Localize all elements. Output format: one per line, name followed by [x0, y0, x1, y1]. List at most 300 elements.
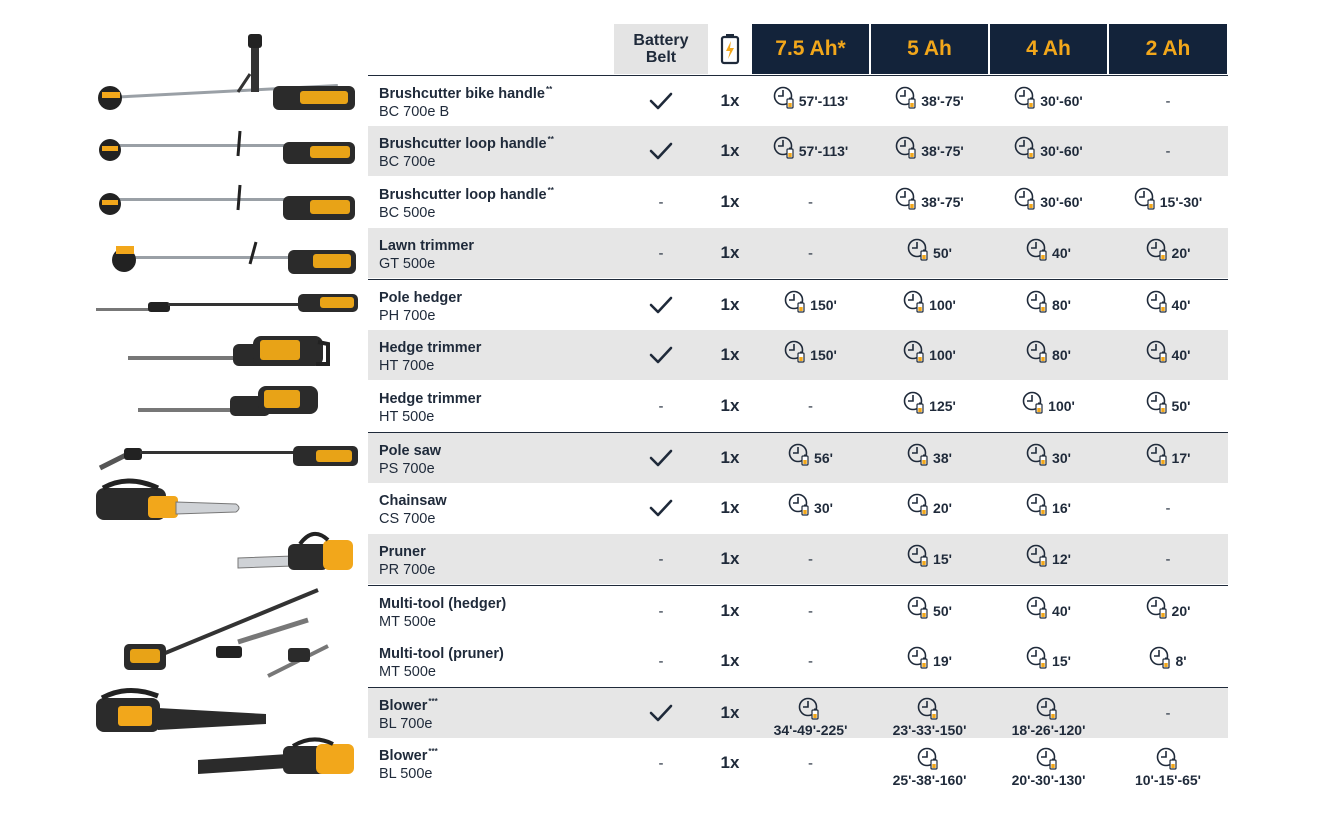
checkmark-icon — [649, 498, 673, 518]
clock-battery-icon — [907, 238, 931, 262]
runtime-cell — [1109, 688, 1227, 738]
clock-battery-icon — [1026, 340, 1050, 364]
clock-battery-icon — [1014, 136, 1038, 160]
dash: - — [658, 244, 664, 262]
battery-count-header — [709, 24, 751, 74]
dash: - — [1165, 499, 1171, 517]
product-footnote-mark: ** — [545, 85, 553, 94]
table-row — [368, 738, 1228, 788]
product-name: Hedge trimmer — [379, 391, 482, 407]
runtime-cell — [752, 433, 869, 483]
runtime-cell — [1109, 228, 1227, 278]
lawn-trimmer-picture — [88, 234, 363, 278]
clock-battery-icon — [1026, 493, 1050, 517]
product-model: GT 500e — [379, 256, 436, 272]
runtime-text: 57'-113' — [798, 143, 849, 159]
battery-belt-cell — [614, 738, 708, 788]
chainsaw-picture — [88, 474, 363, 526]
battery-belt-cell — [614, 126, 708, 176]
runtime-text: 38'-75' — [921, 93, 964, 109]
runtime-value — [907, 652, 952, 670]
runtime-text: 100' — [929, 297, 956, 313]
runtime-text: 30'-60' — [1040, 143, 1083, 159]
runtime-value — [1026, 602, 1071, 620]
runtime-value — [1146, 397, 1191, 415]
product-model: PR 700e — [379, 562, 436, 578]
runtime-value — [895, 142, 963, 160]
runtime-cell — [752, 586, 869, 636]
runtime-text: 20'-30'-130' — [1011, 771, 1086, 788]
clock-battery-icon — [917, 697, 941, 721]
clock-battery-icon — [907, 596, 931, 620]
runtime-value — [893, 747, 967, 788]
battery-count-cell: 1x — [720, 295, 740, 314]
runtime-cell — [752, 381, 869, 431]
runtime-text: 20' — [1171, 245, 1191, 261]
checkmark-icon — [649, 295, 673, 315]
runtime-text: 20' — [1171, 603, 1191, 619]
runtime-cell — [990, 534, 1107, 584]
runtime-text: 23'-33'-150' — [892, 721, 967, 738]
runtime-text: 50' — [933, 603, 952, 619]
battery-belt-cell — [614, 688, 708, 738]
clock-battery-icon — [1026, 646, 1050, 670]
runtime-cell — [871, 330, 988, 380]
hedge-trimmer-500-picture — [88, 382, 363, 424]
runtime-value — [907, 602, 952, 620]
runtime-cell — [752, 76, 869, 126]
dash: - — [1165, 550, 1171, 568]
runtime-text: 50' — [933, 245, 952, 261]
capacity-header-7-5ah: 7.5 Ah* — [752, 24, 869, 74]
runtime-value — [907, 499, 952, 517]
battery-count-cell: 1x — [720, 141, 740, 160]
runtime-text: 16' — [1052, 500, 1071, 516]
runtime-value — [1146, 346, 1191, 364]
runtime-text: 30'-60' — [1040, 93, 1083, 109]
table-row — [368, 126, 1228, 176]
dash: - — [658, 754, 664, 772]
runtime-cell — [990, 636, 1107, 686]
runtime-value — [907, 244, 952, 262]
battery-belt-cell — [614, 330, 708, 380]
dash: - — [658, 397, 664, 415]
product-model: BC 700e — [379, 154, 436, 170]
runtime-cell — [990, 228, 1107, 278]
battery-belt-cell — [614, 228, 708, 278]
battery-belt-cell — [614, 534, 708, 584]
clock-battery-icon — [788, 443, 812, 467]
runtime-text: 15' — [933, 551, 952, 567]
table-row — [368, 228, 1228, 278]
clock-battery-icon — [784, 340, 808, 364]
runtime-value — [1012, 697, 1086, 738]
runtime-value — [1014, 92, 1082, 110]
runtime-cell — [752, 688, 869, 742]
product-model: PS 700e — [379, 461, 435, 477]
runtime-text: 125' — [929, 398, 956, 414]
clock-battery-icon — [1146, 596, 1170, 620]
battery-count-cell: 1x — [720, 192, 740, 211]
runtime-cell — [990, 76, 1107, 126]
table-row — [368, 636, 1228, 686]
battery-belt-cell — [614, 433, 708, 483]
clock-battery-icon — [895, 187, 919, 211]
battery-belt-cell — [614, 483, 708, 533]
clock-battery-icon — [1146, 290, 1170, 314]
runtime-cell — [1109, 586, 1227, 636]
runtime-cell — [990, 381, 1107, 431]
runtime-cell — [990, 280, 1107, 330]
clock-battery-icon — [1149, 646, 1173, 670]
table-row — [368, 534, 1228, 584]
runtime-cell — [752, 330, 869, 380]
clock-battery-icon — [903, 340, 927, 364]
checkmark-icon — [649, 345, 673, 365]
runtime-value — [1026, 499, 1071, 517]
runtime-cell — [871, 688, 988, 742]
checkmark-icon — [649, 91, 673, 111]
runtime-value — [784, 346, 837, 364]
pruner-picture — [88, 522, 363, 578]
battery-belt-cell — [614, 177, 708, 227]
clock-battery-icon — [1014, 187, 1038, 211]
clock-battery-icon — [1134, 187, 1158, 211]
battery-count-cell: 1x — [720, 448, 740, 467]
runtime-cell — [871, 483, 988, 533]
runtime-value — [893, 697, 967, 738]
runtime-cell — [871, 738, 988, 792]
runtime-cell — [871, 433, 988, 483]
runtime-cell — [1109, 433, 1227, 483]
runtime-cell — [871, 636, 988, 686]
runtime-text: 20' — [933, 500, 952, 516]
battery-belt-cell — [614, 381, 708, 431]
runtime-value — [1146, 244, 1191, 262]
table-row — [368, 432, 1228, 483]
runtime-cell — [1109, 483, 1227, 533]
product-name: Multi-tool (pruner) — [379, 646, 504, 662]
runtime-value — [903, 397, 956, 415]
runtime-text: 8' — [1175, 653, 1187, 669]
battery-count-cell: 1x — [720, 243, 740, 262]
dash: - — [658, 602, 664, 620]
runtime-value — [788, 499, 833, 517]
runtime-cell — [752, 534, 869, 584]
runtime-cell — [752, 483, 869, 533]
runtime-cell — [752, 228, 869, 278]
runtime-cell — [871, 177, 988, 227]
battery-belt-header — [614, 24, 708, 74]
clock-battery-icon — [1156, 747, 1180, 771]
runtime-cell — [990, 688, 1107, 742]
clock-battery-icon — [798, 697, 822, 721]
runtime-value — [1026, 244, 1071, 262]
clock-battery-icon — [903, 290, 927, 314]
runtime-text: 19' — [933, 653, 952, 669]
blower-700-picture — [88, 686, 363, 738]
product-name: Chainsaw — [379, 493, 447, 509]
product-name: Pruner — [379, 544, 426, 560]
table-row — [368, 483, 1228, 533]
product-model: BL 500e — [379, 766, 433, 782]
runtime-cell — [1109, 534, 1227, 584]
product-name: Pole hedger — [379, 290, 462, 306]
clock-battery-icon — [895, 136, 919, 160]
table-row — [368, 330, 1228, 380]
runtime-text: 15' — [1052, 653, 1071, 669]
product-name: Pole saw — [379, 443, 442, 459]
runtime-text: 38'-75' — [921, 143, 964, 159]
brushcutter-bike-handle-picture — [88, 30, 363, 122]
dash: - — [808, 193, 813, 211]
runtime-value — [1026, 449, 1071, 467]
table-row — [368, 687, 1228, 738]
runtime-cell — [990, 126, 1107, 176]
runtime-value — [1135, 747, 1201, 788]
runtime-value — [903, 346, 956, 364]
product-name: Brushcutter loop handle** — [379, 186, 554, 203]
runtime-cell — [752, 280, 869, 330]
checkmark-icon — [649, 141, 673, 161]
product-footnote-mark: *** — [428, 697, 438, 706]
brushcutter-loop-500-picture — [88, 180, 363, 226]
dash: - — [808, 397, 813, 415]
clock-battery-icon — [1146, 238, 1170, 262]
runtime-value — [1012, 747, 1086, 788]
clock-battery-icon — [907, 493, 931, 517]
runtime-text: 12' — [1052, 551, 1071, 567]
capacity-header-2ah: 2 Ah — [1109, 24, 1227, 74]
product-footnote-mark: ** — [547, 135, 554, 144]
product-name: Blower*** — [379, 747, 438, 764]
clock-battery-icon — [773, 86, 797, 110]
dash: - — [1165, 704, 1171, 722]
clock-battery-icon — [1026, 596, 1050, 620]
product-footnote-mark: *** — [428, 747, 438, 756]
runtime-cell — [1109, 330, 1227, 380]
runtime-text: 40' — [1052, 245, 1071, 261]
battery-charge-icon — [720, 33, 740, 65]
runtime-text: 150' — [810, 297, 837, 313]
table-row — [368, 381, 1228, 431]
runtime-text: 100' — [1048, 398, 1075, 414]
runtime-value — [1146, 449, 1191, 467]
product-model: BC 500e — [379, 205, 436, 221]
pole-hedger-picture — [88, 290, 363, 320]
product-model: MT 500e — [379, 614, 436, 630]
clock-battery-icon — [1036, 697, 1060, 721]
runtime-text: 38' — [933, 450, 952, 466]
runtime-text: 80' — [1052, 297, 1071, 313]
runtime-cell — [871, 280, 988, 330]
dash: - — [808, 550, 813, 568]
dash: - — [1165, 142, 1171, 160]
table-row — [368, 177, 1228, 227]
product-model: HT 700e — [379, 358, 435, 374]
runtime-cell — [1109, 280, 1227, 330]
runtime-value — [1014, 142, 1082, 160]
runtime-text: 56' — [814, 450, 833, 466]
table-row — [368, 585, 1228, 636]
runtime-text: 25'-38'-160' — [892, 771, 967, 788]
product-footnote-mark: ** — [547, 186, 554, 195]
product-name: Hedge trimmer — [379, 340, 482, 356]
multi-tool-picture — [88, 584, 363, 684]
runtime-text: 15'-30' — [1159, 194, 1203, 210]
runtime-cell — [990, 586, 1107, 636]
dash: - — [808, 244, 813, 262]
clock-battery-icon — [1146, 391, 1170, 415]
product-model: MT 500e — [379, 664, 436, 680]
runtime-value — [1022, 397, 1075, 415]
runtime-text: 100' — [929, 347, 956, 363]
product-model: PH 700e — [379, 308, 436, 324]
battery-count-cell: 1x — [720, 345, 740, 364]
dash: - — [658, 193, 664, 211]
product-name: Brushcutter loop handle** — [379, 135, 554, 152]
clock-battery-icon — [784, 290, 808, 314]
battery-belt-header-line2: Belt — [645, 49, 677, 66]
runtime-text: 30' — [1052, 450, 1071, 466]
runtime-value — [1149, 652, 1186, 670]
runtime-text: 17' — [1171, 450, 1191, 466]
clock-battery-icon — [1026, 443, 1050, 467]
runtime-value — [907, 550, 952, 568]
runtime-cell — [871, 586, 988, 636]
clock-battery-icon — [1036, 747, 1060, 771]
product-name: Multi-tool (hedger) — [379, 596, 507, 612]
runtime-text: 40' — [1171, 297, 1191, 313]
runtime-cell — [752, 126, 869, 176]
runtime-cell — [990, 738, 1107, 792]
clock-battery-icon — [1026, 290, 1050, 314]
runtime-value — [1026, 652, 1071, 670]
battery-count-cell: 1x — [720, 753, 740, 772]
brushcutter-loop-700-picture — [88, 126, 363, 172]
runtime-cell — [871, 534, 988, 584]
runtime-text: 34'-49'-225' — [773, 721, 848, 738]
runtime-text: 30'-60' — [1040, 194, 1083, 210]
dash: - — [808, 652, 813, 670]
runtime-cell — [990, 483, 1107, 533]
runtime-cell — [1109, 76, 1227, 126]
runtime-cell — [871, 228, 988, 278]
runtime-text: 80' — [1052, 347, 1071, 363]
battery-count-cell: 1x — [720, 703, 740, 722]
runtime-value — [1146, 602, 1191, 620]
clock-battery-icon — [1146, 340, 1170, 364]
runtime-value — [773, 92, 848, 110]
dash: - — [808, 754, 813, 772]
runtime-value — [1026, 296, 1071, 314]
clock-battery-icon — [917, 747, 941, 771]
clock-battery-icon — [1014, 86, 1038, 110]
runtime-value — [895, 92, 963, 110]
capacity-header-5ah: 5 Ah — [871, 24, 988, 74]
clock-battery-icon — [907, 646, 931, 670]
product-model: CS 700e — [379, 511, 436, 527]
runtime-value — [895, 193, 963, 211]
runtime-text: 40' — [1052, 603, 1071, 619]
clock-battery-icon — [788, 493, 812, 517]
runtime-text: 150' — [810, 347, 837, 363]
runtime-cell — [1109, 177, 1227, 227]
runtime-cell — [871, 126, 988, 176]
runtime-text: 18'-26'-120' — [1011, 721, 1086, 738]
dash: - — [658, 550, 664, 568]
clock-battery-icon — [907, 544, 931, 568]
runtime-value — [903, 296, 956, 314]
clock-battery-icon — [1146, 443, 1170, 467]
product-name: Lawn trimmer — [379, 238, 475, 254]
runtime-value — [1134, 193, 1202, 211]
table-row — [368, 75, 1228, 126]
runtime-value — [774, 697, 848, 738]
capacity-header-4ah: 4 Ah — [990, 24, 1107, 74]
table-row — [368, 279, 1228, 330]
runtime-text: 57'-113' — [798, 93, 849, 109]
dash: - — [1165, 92, 1171, 110]
runtime-cell — [990, 177, 1107, 227]
clock-battery-icon — [1026, 238, 1050, 262]
battery-belt-cell — [614, 76, 708, 126]
hedge-trimmer-700-picture — [88, 330, 363, 374]
runtime-cell — [990, 433, 1107, 483]
battery-count-cell: 1x — [720, 651, 740, 670]
battery-count-cell: 1x — [720, 549, 740, 568]
checkmark-icon — [649, 448, 673, 468]
checkmark-icon — [649, 703, 673, 723]
runtime-value — [773, 142, 848, 160]
runtime-text: 40' — [1171, 347, 1191, 363]
runtime-cell — [1109, 738, 1227, 792]
runtime-text: 38'-75' — [921, 194, 964, 210]
runtime-cell — [752, 177, 869, 227]
runtime-value — [1146, 296, 1191, 314]
runtime-value — [1026, 346, 1071, 364]
clock-battery-icon — [907, 443, 931, 467]
dash: - — [808, 602, 813, 620]
product-name: Blower*** — [379, 697, 438, 714]
clock-battery-icon — [1022, 391, 1046, 415]
runtime-cell — [752, 738, 869, 788]
battery-belt-cell — [614, 280, 708, 330]
runtime-value — [1014, 193, 1082, 211]
pole-saw-picture — [88, 440, 363, 474]
battery-count-cell: 1x — [720, 601, 740, 620]
battery-count-cell: 1x — [720, 396, 740, 415]
clock-battery-icon — [903, 391, 927, 415]
runtime-cell — [1109, 381, 1227, 431]
battery-belt-header-line1: Battery — [633, 32, 689, 49]
runtime-cell — [1109, 636, 1227, 686]
battery-belt-cell — [614, 636, 708, 686]
product-name: Brushcutter bike handle** — [379, 85, 553, 102]
runtime-value — [784, 296, 837, 314]
runtime-cell — [871, 381, 988, 431]
battery-count-cell: 1x — [720, 498, 740, 517]
battery-belt-cell — [614, 586, 708, 636]
runtime-cell — [1109, 126, 1227, 176]
clock-battery-icon — [773, 136, 797, 160]
clock-battery-icon — [895, 86, 919, 110]
runtime-text: 50' — [1171, 398, 1191, 414]
dash: - — [658, 652, 664, 670]
runtime-text: 10'-15'-65' — [1134, 771, 1202, 788]
clock-battery-icon — [1026, 544, 1050, 568]
product-model: BC 700e B — [379, 104, 450, 120]
